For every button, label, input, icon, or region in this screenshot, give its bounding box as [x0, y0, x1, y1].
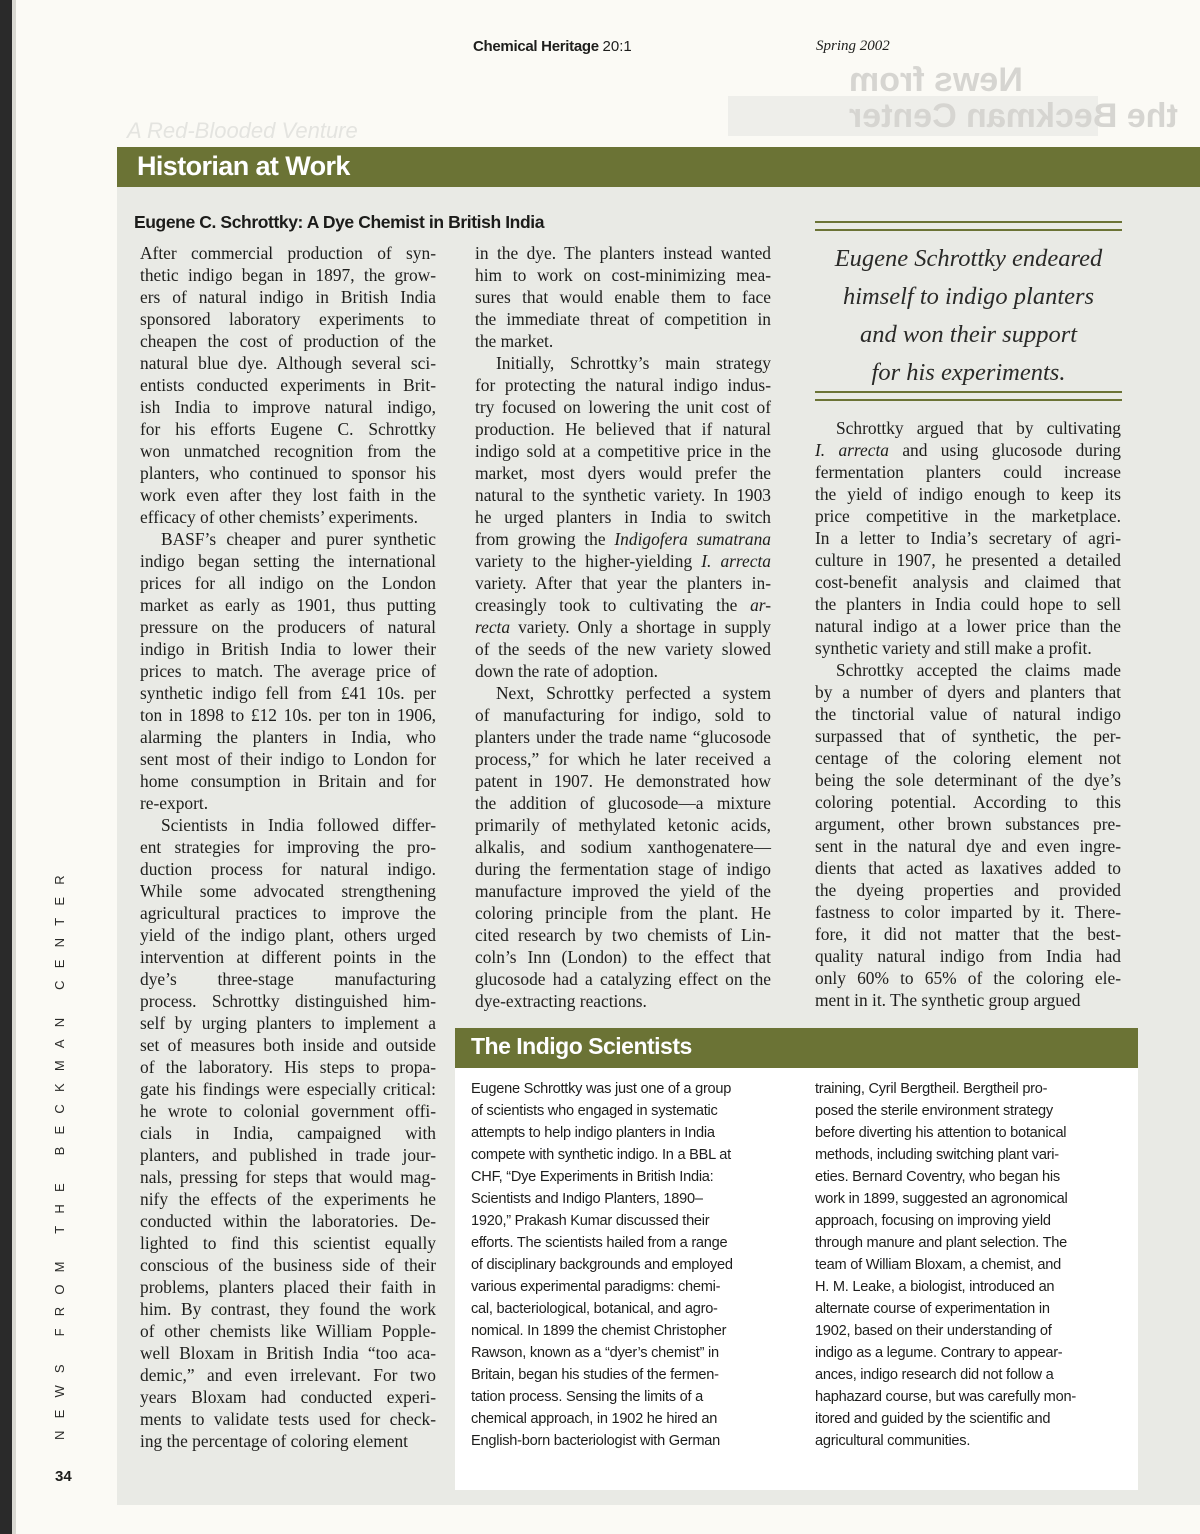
italic-term: I. arrecta	[815, 440, 890, 460]
text-line: nals, pressing for steps that would mag-	[140, 1167, 436, 1187]
text-line: market, most dyers would prefer the	[475, 463, 771, 483]
text-line: of the seeds of the new variety slowed	[475, 639, 771, 659]
text-line: synthetic variety and still make a profit.	[815, 638, 1092, 658]
text-line: natural to the synthetic variety. In 1903	[475, 485, 771, 505]
text-line: pressure on the producers of natural	[140, 617, 436, 637]
text-line: intervention at different points in the	[140, 947, 436, 967]
text-line: conscious of the business side of their	[140, 1255, 436, 1275]
text-line: manufacture improved the yield of the	[475, 881, 771, 901]
text-line: Next, Schrottky perfected a system	[496, 683, 771, 703]
text-line: ing the percentage of coloring element	[140, 1431, 408, 1451]
sidebar-text-line: Rawson, known as a “dyer’s chemist” in	[471, 1345, 719, 1361]
vertical-section-label: NEWS FROM THE BECKMAN CENTER	[52, 863, 67, 1440]
text-line: production. He believed that if natural	[475, 419, 771, 439]
text-line: years Bloxam had conducted experi-	[140, 1387, 436, 1407]
sidebar-text-line: Scientists and Indigo Planters, 1890–	[471, 1191, 703, 1207]
text-line: sent most of their indigo to London for	[140, 749, 436, 769]
sidebar-text-line: 1902, based on their understanding of	[815, 1323, 1052, 1339]
text-line: sures that would enable them to face	[475, 287, 771, 307]
sidebar-text-line: alternate course of experimentation in	[815, 1301, 1050, 1317]
text-line: patent in 1907. He demonstrated how	[475, 771, 771, 791]
sidebar-text-line: efforts. The scientists hailed from a range	[471, 1235, 728, 1251]
bleed-through-line: News from	[849, 61, 1024, 99]
paragraph	[815, 659, 1121, 1011]
sidebar-text-line: methods, including switching plant vari-	[815, 1147, 1059, 1163]
sidebar-text-line: tation process. Sensing the limits of a	[471, 1389, 703, 1405]
paragraph	[815, 417, 1121, 659]
sidebar-text-line: itored and guided by the scientific and	[815, 1411, 1051, 1427]
text-line: surpassed that of synthetic, the per-	[815, 726, 1121, 746]
text-line: alarming the planters in India, who	[140, 727, 436, 747]
text-line: cheapen the cost of production of the	[140, 331, 436, 351]
pull-quote	[815, 240, 1122, 392]
text-line: Initially, Schrottky’s main strategy	[496, 353, 771, 373]
text-line: the planters in India could hope to sell	[815, 594, 1121, 614]
sidebar-text-line: CHF, “Dye Experiments in British India:	[471, 1169, 714, 1185]
sidebar-text-line: of disciplinary backgrounds and employed	[471, 1257, 733, 1273]
text-line: coloring principle from the plant. He	[475, 903, 771, 923]
sidebar-text-line: compete with synthetic indigo. In a BBL at	[471, 1147, 731, 1163]
text-line: fastness to color imparted by it. There-	[815, 902, 1121, 922]
sidebar-text-line: attempts to help indigo planters in India	[471, 1125, 715, 1141]
text-line: prices for all indigo on the London	[140, 573, 436, 593]
sidebar-column-2	[815, 1078, 1125, 1452]
text-line: BASF’s cheaper and purer synthetic	[161, 529, 436, 549]
article-column-3	[815, 417, 1121, 1011]
text-line: recta variety. Only a shortage in supply	[475, 617, 771, 637]
text-line: alkalis, and sodium xanthogenatere—	[475, 837, 771, 857]
sidebar-text-line: ances, indigo research did not follow a	[815, 1367, 1054, 1383]
page-number: 34	[55, 1468, 72, 1485]
text-line: him. By contrast, they found the work	[140, 1299, 436, 1319]
sidebar-header	[455, 1028, 1138, 1068]
text-line: nify the effects of the experiments he	[140, 1189, 436, 1209]
paragraph	[140, 814, 436, 1452]
text-line: thetic indigo began in 1897, the grow-	[140, 265, 436, 285]
text-line: try focused on lowering the unit cost of	[475, 397, 771, 417]
text-line: work even after they lost faith in the	[140, 485, 436, 505]
text-line: ment in it. The synthetic group argued	[815, 990, 1081, 1010]
sidebar-text-line: chemical approach, in 1902 he hired an	[471, 1411, 718, 1427]
sidebar-text-line: 1920,” Prakash Kumar discussed their	[471, 1213, 710, 1229]
text-line: quality natural indigo from India had	[815, 946, 1121, 966]
text-line: variety. After that year the planters in-	[475, 573, 771, 593]
text-line: won unmatched recognition from the	[140, 441, 436, 461]
text-line: the market.	[475, 331, 554, 351]
text-line: efficacy of other chemists’ experiments.	[140, 507, 418, 527]
text-line: natural blue dye. Although several sci-	[140, 353, 436, 373]
article-title: Eugene C. Schrottky: A Dye Chemist in British India	[134, 212, 545, 232]
text-line: ments to validate tests used for check-	[140, 1409, 436, 1429]
text-line: set of measures both inside and outside	[140, 1035, 436, 1055]
text-line: market as early as 1901, thus putting	[140, 595, 436, 615]
text-line: demic,” and even irrelevant. For two	[140, 1365, 436, 1385]
sidebar-text-line: Britain, began his studies of the fermen-	[471, 1367, 719, 1383]
italic-term: ar-	[750, 595, 771, 615]
text-line: Schrottky accepted the claims made	[836, 660, 1121, 680]
text-line: process,” for which he later received a	[475, 749, 771, 769]
bleed-through-line: the Beckman Center	[849, 97, 1178, 135]
sidebar-text-line: of scientists who engaged in systematic	[471, 1103, 718, 1119]
text-line: entists conducted experiments in Brit-	[140, 375, 436, 395]
sidebar-text-line: eties. Bernard Coventry, who began his	[815, 1169, 1060, 1185]
text-line: synthetic indigo fell from £41 10s. per	[140, 683, 436, 703]
section-title: Historian at Work	[137, 151, 350, 181]
sidebar-text-line: training, Cyril Bergtheil. Bergtheil pro-	[815, 1081, 1048, 1097]
scan-edge	[0, 0, 12, 1534]
text-line: conducted within the laboratories. De-	[140, 1211, 436, 1231]
text-line: the tinctorial value of natural indigo	[815, 704, 1121, 724]
sidebar-text-line: nomical. In 1899 the chemist Christopher	[471, 1323, 727, 1339]
sidebar-text-line: haphazard course, but was carefully mon-	[815, 1389, 1076, 1405]
sidebar-text-line: H. M. Leake, a biologist, introduced an	[815, 1279, 1055, 1295]
text-line: down the rate of adoption.	[475, 661, 659, 681]
text-line: While some advocated strengthening	[140, 881, 436, 901]
text-line: natural indigo at a lower price than the	[815, 616, 1121, 636]
italic-term: Indigofera sumatrana	[614, 529, 772, 549]
text-line: planters, who continued to sponsor his	[140, 463, 436, 483]
text-line: he wrote to colonial government offi-	[140, 1101, 436, 1121]
text-line: creasingly took to cultivating the ar-	[475, 595, 771, 615]
text-line: duction process for natural indigo.	[140, 859, 436, 879]
text-line: cost-benefit analysis and claimed that	[815, 572, 1121, 592]
text-line: primarily of methylated ketonic acids,	[475, 815, 771, 835]
issue-number: 20:1	[602, 38, 632, 55]
text-line: process. Schrottky distinguished him-	[140, 991, 436, 1011]
pull-quote-line: Eugene Schrottky endeared	[834, 245, 1103, 272]
italic-term: recta	[475, 617, 511, 637]
text-line: of other chemists like William Popple-	[140, 1321, 436, 1341]
text-line: problems, planters placed their faith in	[140, 1277, 436, 1297]
text-line: in the dye. The planters instead wanted	[475, 243, 771, 263]
text-line: argument, other brown substances pre-	[815, 814, 1121, 834]
running-head	[473, 38, 890, 56]
text-line: dients that acted as laxatives added to	[815, 858, 1121, 878]
text-line: Schrottky argued that by cultivating	[836, 418, 1121, 438]
italic-term: I. arrecta	[701, 551, 771, 571]
text-line: cited research by two chemists of Lin-	[475, 925, 771, 945]
text-line: ers of natural indigo in British India	[140, 287, 436, 307]
text-line: being the sole determinant of the dye’s	[815, 770, 1121, 790]
paragraph	[475, 682, 771, 1012]
sidebar-text-line: work in 1899, suggested an agronomical	[815, 1191, 1068, 1207]
text-line: the immediate threat of competition in	[475, 309, 771, 329]
sidebar-text-line: approach, focusing on improving yield	[815, 1213, 1051, 1229]
text-line: sponsored laboratory experiments to	[140, 309, 436, 329]
text-line: ent strategies for improving the pro-	[140, 837, 436, 857]
sidebar-title: The Indigo Scientists	[471, 1033, 692, 1059]
sidebar-text-line: Eugene Schrottky was just one of a group	[471, 1081, 732, 1097]
text-line: yield of the indigo plant, others urged	[140, 925, 436, 945]
sidebar-text-line: agricultural communities.	[815, 1433, 971, 1449]
text-line: In a letter to India’s secretary of agri-	[815, 528, 1121, 548]
paragraph	[475, 242, 771, 352]
bleed-through-masthead	[849, 62, 1178, 134]
article-column-2	[475, 242, 771, 1012]
text-line: of manufacturing for indigo, sold to	[475, 705, 771, 725]
text-line: dye-extracting reactions.	[475, 991, 647, 1011]
text-line: self by urging planters to implement a	[140, 1013, 436, 1033]
pull-quote-line: and won their support	[859, 321, 1078, 348]
text-line: indigo in British India to lower their	[140, 639, 436, 659]
text-line: the addition of glucosode—a mixture	[475, 793, 771, 813]
paragraph	[475, 352, 771, 682]
text-line: cials in India, campaigned with	[140, 1123, 436, 1143]
sidebar-column-1	[471, 1078, 771, 1452]
text-line: indigo sold at a competitive price in the	[475, 441, 771, 461]
text-line: from growing the Indigofera sumatrana	[475, 529, 772, 549]
sidebar-text-line: through manure and plant selection. The	[815, 1235, 1068, 1251]
text-line: during the fermentation stage of indigo	[475, 859, 771, 879]
text-line: Scientists in India followed differ-	[161, 815, 436, 835]
text-line: the yield of indigo enough to keep its	[815, 484, 1121, 504]
sidebar-text-line: before diverting his attention to botanical	[815, 1125, 1067, 1141]
text-line: planters under the trade name “glucosode	[475, 727, 771, 747]
text-line: dye’s three-stage manufacturing	[140, 969, 436, 989]
article-column-1	[140, 242, 436, 1452]
magazine-name: Chemical Heritage	[473, 38, 599, 55]
section-banner	[117, 147, 1200, 187]
text-line: the dyeing properties and provided	[815, 880, 1121, 900]
sidebar-text-line: indigo as a legume. Contrary to appear-	[815, 1345, 1063, 1361]
text-line: him to work on cost-minimizing mea-	[475, 265, 771, 285]
sidebar-text-line: English-born bacteriologist with German	[471, 1433, 721, 1449]
paragraph	[140, 242, 436, 528]
text-line: indigo began setting the international	[140, 551, 436, 571]
text-line: centage of the coloring element not	[815, 748, 1121, 768]
text-line: well Bloxam in British India “too aca-	[140, 1343, 436, 1363]
text-line: gate his findings were especially critical:	[140, 1079, 436, 1099]
sidebar-text-line: team of William Bloxam, a chemist, and	[815, 1257, 1061, 1273]
pull-quote-line: for his experiments.	[871, 359, 1066, 386]
text-line: ton in 1898 to £12 10s. per ton in 1906,	[140, 705, 436, 725]
text-line: fore, it did not matter that the best-	[815, 924, 1121, 944]
text-line: agricultural practices to improve the	[140, 903, 436, 923]
text-line: re-export.	[140, 793, 209, 813]
sidebar-text-line: cal, bacteriological, botanical, and agro-	[471, 1301, 718, 1317]
text-line: ish India to improve natural indigo,	[140, 397, 436, 417]
text-line: coloring potential. According to this	[815, 792, 1121, 812]
text-line: culture in 1907, he presented a detailed	[815, 550, 1121, 570]
pull-quote-rule-top	[815, 221, 1122, 231]
text-line: I. arrecta and using glucosode during	[815, 440, 1121, 460]
bleed-through-title: A Red-Blooded Venture	[127, 118, 358, 143]
text-line: by a number of dyers and planters that	[815, 682, 1121, 702]
sidebar-text-line: various experimental paradigms: chemi-	[471, 1279, 721, 1295]
pull-quote-line: himself to indigo planters	[842, 283, 1095, 310]
text-line: price competitive in the marketplace.	[815, 506, 1121, 526]
text-line: he urged planters in India to switch	[475, 507, 771, 527]
issue-season: Spring 2002	[816, 38, 890, 54]
text-line: for his efforts Eugene C. Schrottky	[140, 419, 436, 439]
text-line: prices to match. The average price of	[140, 661, 436, 681]
text-line: only 60% to 65% of the coloring ele-	[815, 968, 1121, 988]
text-line: variety to the higher-yielding I. arrecta	[475, 551, 771, 571]
text-line: home consumption in Britain and for	[140, 771, 436, 791]
paragraph	[140, 528, 436, 814]
text-line: sent in the natural dye and even ingre-	[815, 836, 1121, 856]
pull-quote-rule-bottom	[815, 391, 1122, 401]
text-line: for protecting the natural indigo indus-	[475, 375, 771, 395]
text-line: glucosode had a catalyzing effect on the	[475, 969, 771, 989]
text-line: After commercial production of syn-	[140, 243, 436, 263]
scan-edge-shadow	[12, 0, 16, 1534]
text-line: of the laboratory. His steps to propa-	[140, 1057, 436, 1077]
sidebar-text-line: posed the sterile environment strategy	[815, 1103, 1053, 1119]
text-line: fermentation planters could increase	[815, 462, 1121, 482]
text-line: lighted to find this scientist equally	[140, 1233, 436, 1253]
text-line: planters, and published in trade jour-	[140, 1145, 436, 1165]
sidebar-box	[455, 1028, 1138, 1490]
text-line: coln’s Inn (London) to the effect that	[475, 947, 771, 967]
